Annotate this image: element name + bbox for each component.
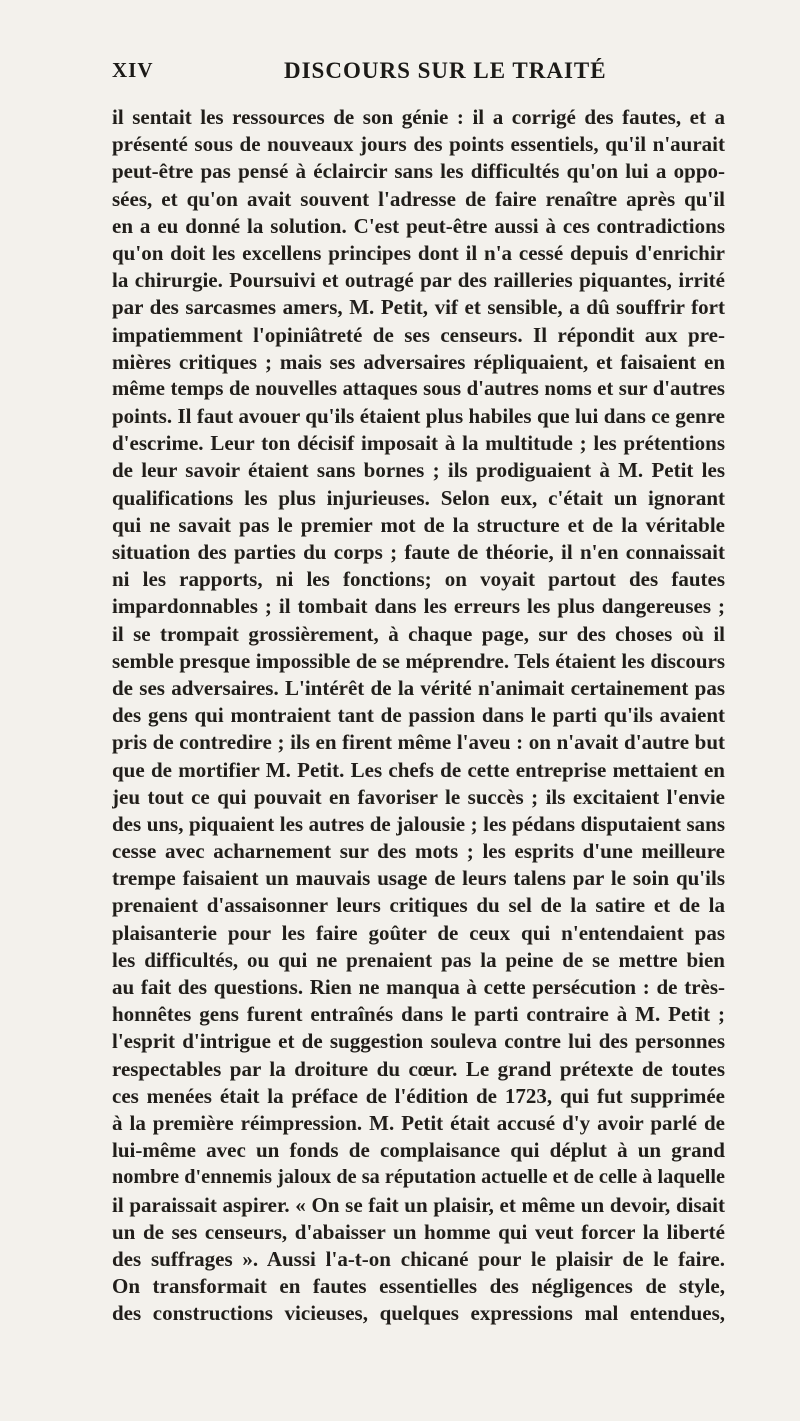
text-line: au fait des questions. Rien ne manqua à cette persécution : de très- [112, 975, 725, 999]
text-line: impardonnables ; il tombait dans les erreurs les plus dangereuses ; [112, 594, 725, 619]
text-line: points. Il faut avouer qu'ils étaient plus habiles que lui dans ce genre [112, 404, 725, 429]
text-line: d'escrime. Leur ton décisif imposait à la multitude ; les prétentions [112, 431, 725, 456]
text-line: plaisanterie pour les faire goûter de ceux qui n'entendaient pas [112, 920, 725, 945]
text-line: que de mortifier M. Petit. Les chefs de cette entreprise mettaient en [112, 757, 725, 782]
text-line: l'esprit d'intrigue et de suggestion souleva contre lui des personnes [112, 1029, 725, 1054]
text-line: même temps de nouvelles attaques sous d'autres noms et sur d'autres [112, 377, 725, 400]
text-line: semble presque impossible de se méprendre. Tels étaient les discours [112, 648, 725, 673]
text-line: trempe faisaient un mauvais usage de leurs talens par le soin qu'ils [112, 866, 725, 891]
text-line: honnêtes gens furent entraînés dans le parti contraire à M. Petit ; [112, 1002, 725, 1027]
text-line: par des sarcasmes amers, M. Petit, vif et sensible, a dû souffrir fort [112, 295, 725, 320]
text-line: il sentait les ressources de son génie : il a corrigé des fautes, et a [112, 105, 725, 129]
text-line: ces menées était la préface de l'édition de 1723, qui fut supprimée [112, 1083, 725, 1108]
text-line: prenaient d'assaisonner leurs critiques du sel de la satire et de la [112, 893, 725, 918]
text-line: il se trompait grossièrement, à chaque page, sur des choses où il [112, 621, 725, 646]
text-line: des gens qui montraient tant de passion dans le parti qu'ils avaient [112, 703, 725, 728]
text-line: des constructions vicieuses, quelques expressions mal entendues, [112, 1301, 725, 1326]
text-line: pris de contredire ; ils en firent même l'aveu : on n'avait d'autre but [112, 730, 725, 755]
text-line: un de ses censeurs, d'abaisser un homme qui veut forcer la liberté [112, 1219, 725, 1244]
page-header [112, 58, 725, 92]
text-line: jeu tout ce qui pouvait en favoriser le succès ; ils excitaient l'envie [112, 784, 725, 809]
text-line: à la première réimpression. M. Petit était accusé d'y avoir parlé de [112, 1110, 725, 1135]
text-line: les difficultés, ou qui ne prenaient pas la peine de se mettre bien [112, 947, 725, 972]
text-line: sées, et qu'on avait souvent l'adresse de faire renaître après qu'il [112, 186, 725, 211]
text-line: en a eu donné la solution. C'est peut-être aussi à ces contradictions [112, 213, 725, 238]
text-line: des suffrages ». Aussi l'a-t-on chicané pour le plaisir de le faire. [112, 1246, 725, 1271]
text-line: lui-même avec un fonds de complaisance qui déplut à un grand [112, 1138, 725, 1163]
text-line: présenté sous de nouveaux jours des points essentiels, qu'il n'aurait [112, 132, 725, 157]
text-line: qu'on doit les excellens principes dont il n'a cessé depuis d'enrichir [112, 240, 725, 265]
running-head: DISCOURS SUR LE TRAITÉ [284, 58, 607, 83]
body-text [112, 104, 725, 1327]
page-number: XIV [112, 58, 154, 82]
text-line: qualifications les plus injurieuses. Selon eux, c'était un ignorant [112, 485, 725, 510]
text-line: des uns, piquaient les autres de jalousie ; les pédans disputaient sans [112, 811, 725, 836]
text-line: On transformait en fautes essentielles des négligences de style, [112, 1274, 725, 1299]
text-line: peut-être pas pensé à éclaircir sans les difficultés qu'on lui a oppo- [112, 159, 725, 184]
text-line: impatiemment l'opiniâtreté de ses censeurs. Il répondit aux pre- [112, 322, 725, 347]
text-line: de ses adversaires. L'intérêt de la vérité n'animait certainement pas [112, 675, 725, 700]
text-line: respectables par la droiture du cœur. Le grand prétexte de toutes [112, 1056, 725, 1081]
text-line: ni les rapports, ni les fonctions; on voyait partout des fautes [112, 567, 725, 592]
text-line: cesse avec acharnement sur des mots ; les esprits d'une meilleure [112, 839, 725, 864]
text-line: mières critiques ; mais ses adversaires répliquaient, et faisaient en [112, 349, 725, 374]
text-line: il paraissait aspirer. « On se fait un plaisir, et même un devoir, disait [112, 1192, 725, 1217]
text-line: la chirurgie. Poursuivi et outragé par des railleries piquantes, irrité [112, 268, 725, 293]
text-line: nombre d'ennemis jaloux de sa réputation actuelle et de celle à laquelle [112, 1166, 725, 1189]
text-line: de leur savoir étaient sans bornes ; ils prodiguaient à M. Petit les [112, 458, 725, 483]
text-line: situation des parties du corps ; faute de théorie, il n'en connaissait [112, 540, 725, 564]
text-line: qui ne savait pas le premier mot de la structure et de la véritable [112, 512, 725, 537]
